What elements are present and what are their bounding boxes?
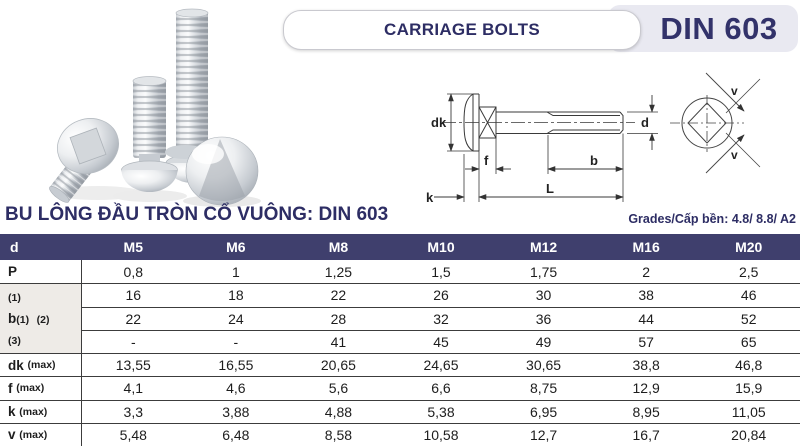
- table-cell: 13,55: [82, 353, 185, 376]
- table-cell: 15,9: [697, 376, 800, 399]
- table-row-label: f (max): [0, 376, 82, 399]
- table-cell: 26: [390, 283, 493, 306]
- table-cell: 45: [390, 330, 493, 353]
- table-cell: 24: [185, 307, 288, 330]
- table-header-cell: d: [0, 234, 82, 260]
- table-header-cell: M5: [82, 234, 185, 260]
- table-cell: 4,6: [185, 376, 288, 399]
- table-cell: 18: [185, 283, 288, 306]
- carriage-bolts-pill: [283, 10, 641, 50]
- table-cell: 8,75: [492, 376, 595, 399]
- table-cell: 8,95: [595, 400, 698, 423]
- table-row-label: P: [0, 260, 82, 283]
- table-cell: 28: [287, 307, 390, 330]
- table-row-label: dk (max): [0, 353, 82, 376]
- table-cell: 44: [595, 307, 698, 330]
- technical-drawing: [420, 55, 800, 210]
- table-cell: 12,9: [595, 376, 698, 399]
- table-row-label: k (max): [0, 400, 82, 423]
- table-cell: 16,7: [595, 423, 698, 446]
- v-dim-label-top: v: [731, 84, 738, 98]
- table-cell: 65: [697, 330, 800, 353]
- table-row-label: b(1) (2): [8, 310, 50, 326]
- table-row-label-group: [0, 283, 82, 353]
- table-cell: 24,65: [390, 353, 493, 376]
- table-cell: 30,65: [492, 353, 595, 376]
- table-cell: 38,8: [595, 353, 698, 376]
- table-cell: 2: [642, 263, 651, 280]
- spec-table: [0, 234, 800, 446]
- table-row-label: (1): [8, 292, 21, 305]
- d-dim-label: d: [641, 115, 649, 130]
- grades-label: Grades/Cấp bền: 4.8/ 8.8/ A2: [628, 212, 796, 226]
- table-cell: 22: [287, 283, 390, 306]
- table-cell: 30: [492, 283, 595, 306]
- table-cell: 6,48: [185, 423, 288, 446]
- table-cell: 46,8: [697, 353, 800, 376]
- section-title: BU LÔNG ĐẦU TRÒN CỔ VUÔNG: DIN 603: [5, 204, 389, 225]
- table-cell: 16: [82, 283, 185, 306]
- table-cell: 1,75: [529, 263, 558, 280]
- table-cell: 20,65: [287, 353, 390, 376]
- bolt-medium: [122, 77, 178, 193]
- table-cell: 4,1: [82, 376, 185, 399]
- table-cell: 52: [697, 307, 800, 330]
- table-cell: 8,58: [287, 423, 390, 446]
- carriage-bolts-photo: [0, 0, 290, 210]
- f-dim-label: f: [484, 153, 489, 168]
- table-cell: 32: [390, 307, 493, 330]
- table-cell: 22: [82, 307, 185, 330]
- carriage-bolts-label: CARRIAGE BOLTS: [384, 20, 540, 39]
- table-cell: 38: [595, 283, 698, 306]
- table-cell: 6,95: [492, 400, 595, 423]
- table-cell: 1,25: [324, 263, 353, 280]
- table-row-label: v (max): [0, 423, 82, 446]
- table-cell: 1,5: [431, 263, 451, 280]
- table-cell: 3,88: [185, 400, 288, 423]
- table-cell: 3,3: [82, 400, 185, 423]
- table-cell: 5,6: [287, 376, 390, 399]
- table-header-cell: M6: [185, 234, 288, 260]
- table-cell: 49: [492, 330, 595, 353]
- table-cell: 20,84: [697, 423, 800, 446]
- table-cell: 0,8: [123, 263, 144, 280]
- table-cell: 46: [697, 283, 800, 306]
- table-cell: 10,58: [390, 423, 493, 446]
- b-dim-label: b: [590, 153, 598, 168]
- table-header-cell: M12: [492, 234, 595, 260]
- table-header-cell: M10: [390, 234, 493, 260]
- table-cell: 6,6: [390, 376, 493, 399]
- v-dim-label-bottom: v: [731, 148, 738, 162]
- head-end-view: [670, 73, 760, 173]
- dk-dim-label: dk: [431, 115, 447, 130]
- table-cell: 5,38: [390, 400, 493, 423]
- table-row-label: (3): [8, 335, 21, 348]
- table-cell: 57: [595, 330, 698, 353]
- k-dim-label: k: [426, 190, 434, 205]
- table-cell: -: [185, 330, 288, 353]
- table-cell: 16,55: [185, 353, 288, 376]
- table-cell: 41: [287, 330, 390, 353]
- table-cell: 11,05: [697, 400, 800, 423]
- table-cell: 12,7: [492, 423, 595, 446]
- table-cell: 5,48: [82, 423, 185, 446]
- table-header-cell: M8: [287, 234, 390, 260]
- table-cell: 4,88: [287, 400, 390, 423]
- table-cell: -: [82, 330, 185, 353]
- table-cell: 1: [231, 263, 240, 280]
- din-label: DIN 603: [660, 10, 778, 46]
- table-cell: 36: [492, 307, 595, 330]
- table-cell: 2,5: [738, 263, 759, 280]
- table-header-cell: M20: [697, 234, 800, 260]
- l-dim-label: L: [546, 181, 554, 196]
- table-header-cell: M16: [595, 234, 698, 260]
